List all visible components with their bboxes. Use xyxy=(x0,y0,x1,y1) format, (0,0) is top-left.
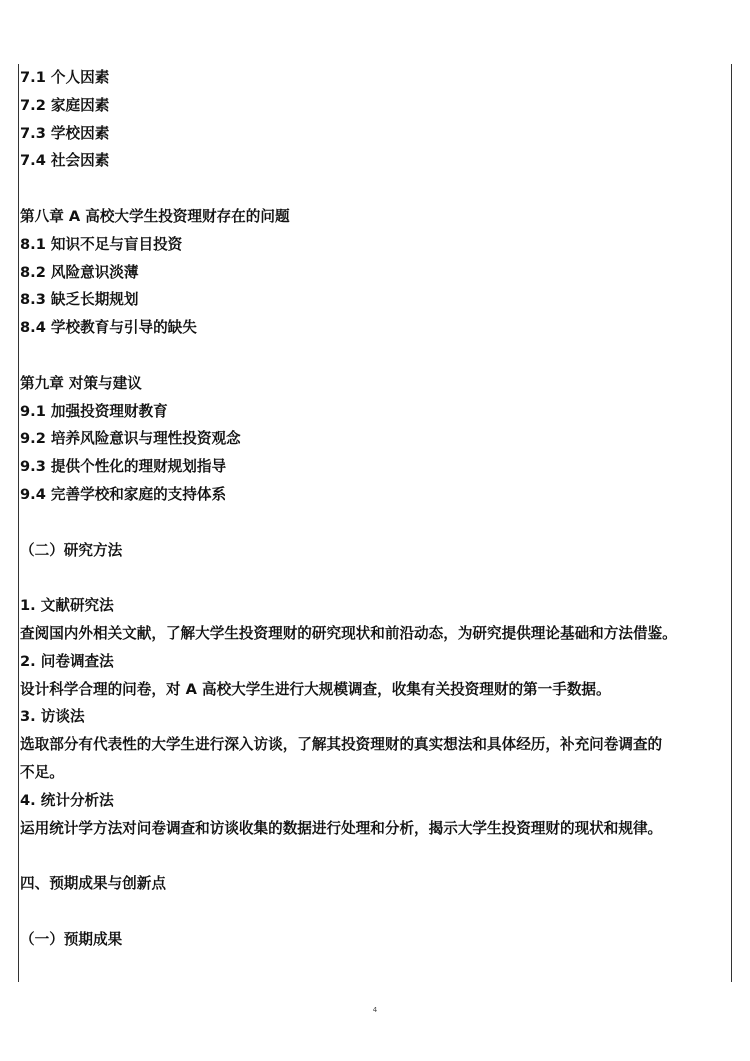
subsection-heading: 9.3 提供个性化的理财规划指导 xyxy=(20,458,227,476)
section-heading: （二）研究方法 xyxy=(20,541,123,559)
body-paragraph: 运用统计学方法对问卷调查和访谈收集的数据进行处理和分析，揭示大学生投资理财的现状和规律。 xyxy=(20,819,663,837)
subsection-heading: 7.4 社会因素 xyxy=(20,152,110,170)
subsection-heading: 9.4 完善学校和家庭的支持体系 xyxy=(20,485,227,503)
blank-line xyxy=(20,342,732,370)
blank-line xyxy=(20,564,732,592)
subsection-heading: 7.3 学校因素 xyxy=(20,124,110,142)
body-paragraph: 不足。 xyxy=(20,763,64,781)
subsection-heading: 9.1 加强投资理财教育 xyxy=(20,402,168,420)
chapter-heading: 第八章 A 高校大学生投资理财存在的问题 xyxy=(20,207,290,225)
table-left-border xyxy=(18,64,19,982)
subsection-heading: 8.3 缺乏长期规划 xyxy=(20,291,139,309)
subsection-heading: 8.1 知识不足与盲目投资 xyxy=(20,235,183,253)
part-heading: 四、预期成果与创新点 xyxy=(20,875,166,893)
blank-line xyxy=(20,175,732,203)
method-heading: 4. 统计分析法 xyxy=(20,791,114,809)
section-heading: （一）预期成果 xyxy=(20,930,123,948)
page-number: 4 xyxy=(372,1006,378,1014)
method-heading: 3. 访谈法 xyxy=(20,708,85,726)
subsection-heading: 9.2 培养风险意识与理性投资观念 xyxy=(20,430,241,448)
subsection-heading: 8.4 学校教育与引导的缺失 xyxy=(20,319,197,337)
document-body xyxy=(20,64,732,954)
method-heading: 1. 文献研究法 xyxy=(20,597,114,615)
blank-line xyxy=(20,842,732,870)
subsection-heading: 7.1 个人因素 xyxy=(20,69,110,86)
body-paragraph: 设计科学合理的问卷，对 A 高校大学生进行大规模调查，收集有关投资理财的第一手数据。 xyxy=(20,680,611,698)
blank-line xyxy=(20,898,732,926)
chapter-heading: 第九章 对策与建议 xyxy=(20,374,142,392)
blank-line xyxy=(20,509,732,537)
subsection-heading: 7.2 家庭因素 xyxy=(20,96,110,114)
body-paragraph: 选取部分有代表性的大学生进行深入访谈，了解其投资理财的真实想法和具体经历，补充问卷调查的 xyxy=(20,736,663,754)
method-heading: 2. 问卷调查法 xyxy=(20,652,114,670)
subsection-heading: 8.2 风险意识淡薄 xyxy=(20,263,139,281)
body-paragraph: 查阅国内外相关文献，了解大学生投资理财的研究现状和前沿动态，为研究提供理论基础和方法借鉴。 xyxy=(20,624,677,642)
